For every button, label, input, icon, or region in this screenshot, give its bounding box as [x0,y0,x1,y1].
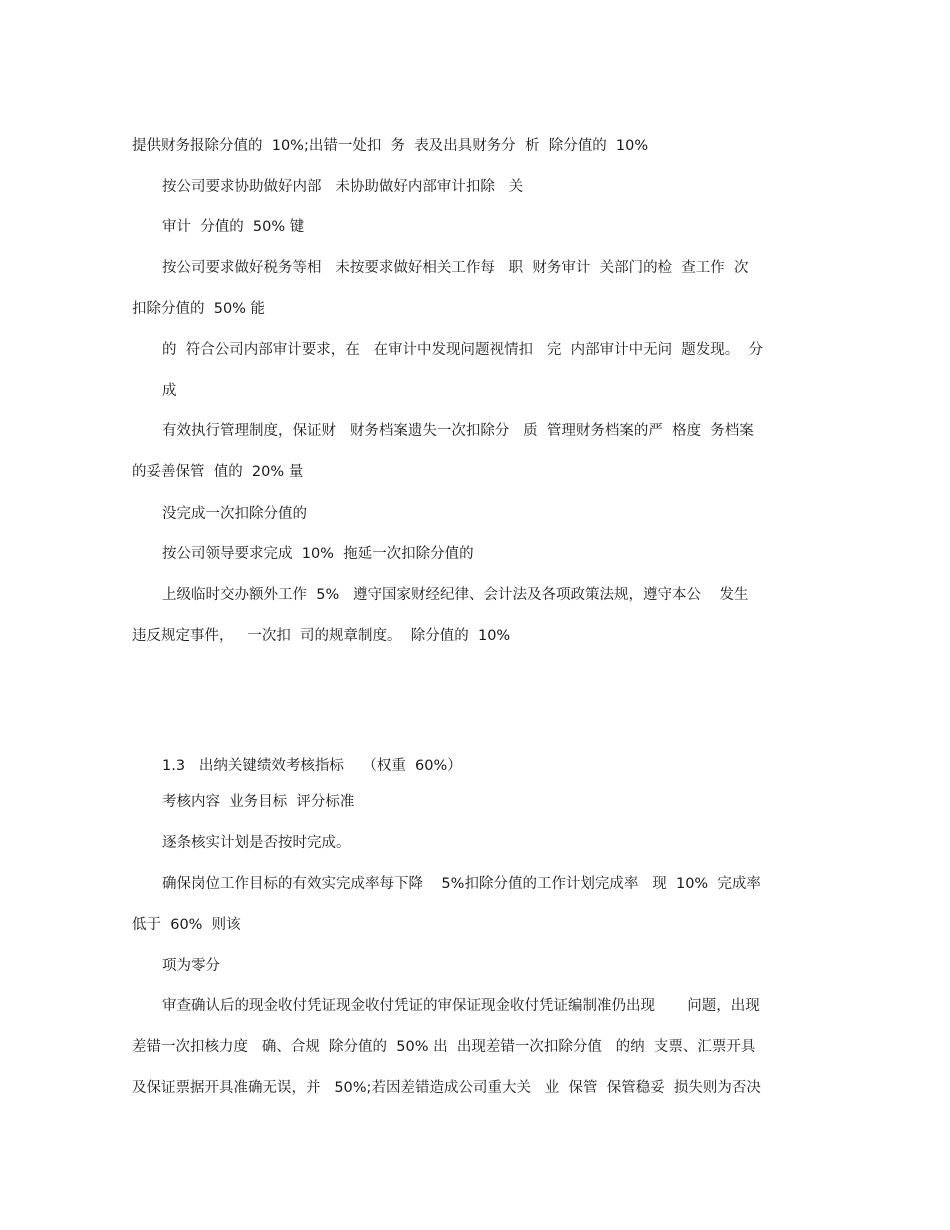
text-line-8: 有效执行管理制度，保证财 财务档案遗失一次扣除分 质 管理财务档案的严 格度 务档案 [162,423,754,439]
text-line-5: 扣除分值的 50% 能 [132,301,266,317]
text-line-12: 上级临时交办额外工作 5% 遵守国家财经纪律、会计法及各项政策法规，遵守本公 发生 [162,587,749,603]
text-line-18: 低于 60% 则该 [132,917,241,933]
section-heading: 1.3 出纳关键绩效考核指标 （权重 60%） [162,758,462,774]
text-line-20: 审查确认后的现金收付凭证现金收付凭证的审保证现金收付凭证编制准仍出现 问题，出现 [162,998,760,1014]
text-line-17: 确保岗位工作目标的有效实完成率每下降 5%扣除分值的工作计划完成率 现 10% 完成率 [162,876,761,892]
text-line-4: 按公司要求做好税务等相 未按要求做好相关工作每 职 财务审计 关部门的检 查工作 次 [162,260,749,276]
text-line-1: 提供财务报除分值的 10%;出错一处扣 务 表及出具财务分 析 除分值的 10% [132,138,649,154]
text-line-3: 审计 分值的 50% 键 [162,219,305,235]
text-line-22: 及保证票据开具准确无误，并 50%;若因差错造成公司重大关 业 保管 保管稳妥 损失则为否决 [132,1080,761,1096]
text-line-6: 的 符合公司内部审计要求，在 在审计中发现问题视情扣 完 内部审计中无问 题发现。 分 [162,342,764,358]
text-line-11: 按公司领导要求完成 10% 拖延一次扣除分值的 [162,546,474,562]
text-line-13: 违反规定事件， 一次扣 司的规章制度。 除分值的 10% [132,628,511,644]
text-line-16: 逐条核实计划是否按时完成。 [162,835,351,851]
text-line-2: 按公司要求协助做好内部 未协助做好内部审计扣除 关 [162,179,524,195]
text-line-7: 成 [162,383,177,399]
text-line-19: 项为零分 [162,958,220,974]
text-line-21: 差错一次扣核力度 确、合规 除分值的 50% 出 出现差错一次扣除分值 的纳 支票、汇票开具 [132,1039,756,1055]
text-line-10: 没完成一次扣除分值的 [162,506,307,522]
text-line-9: 的妥善保管 值的 20% 量 [132,464,304,480]
table-header-line: 考核内容 业务目标 评分标准 [162,794,355,810]
